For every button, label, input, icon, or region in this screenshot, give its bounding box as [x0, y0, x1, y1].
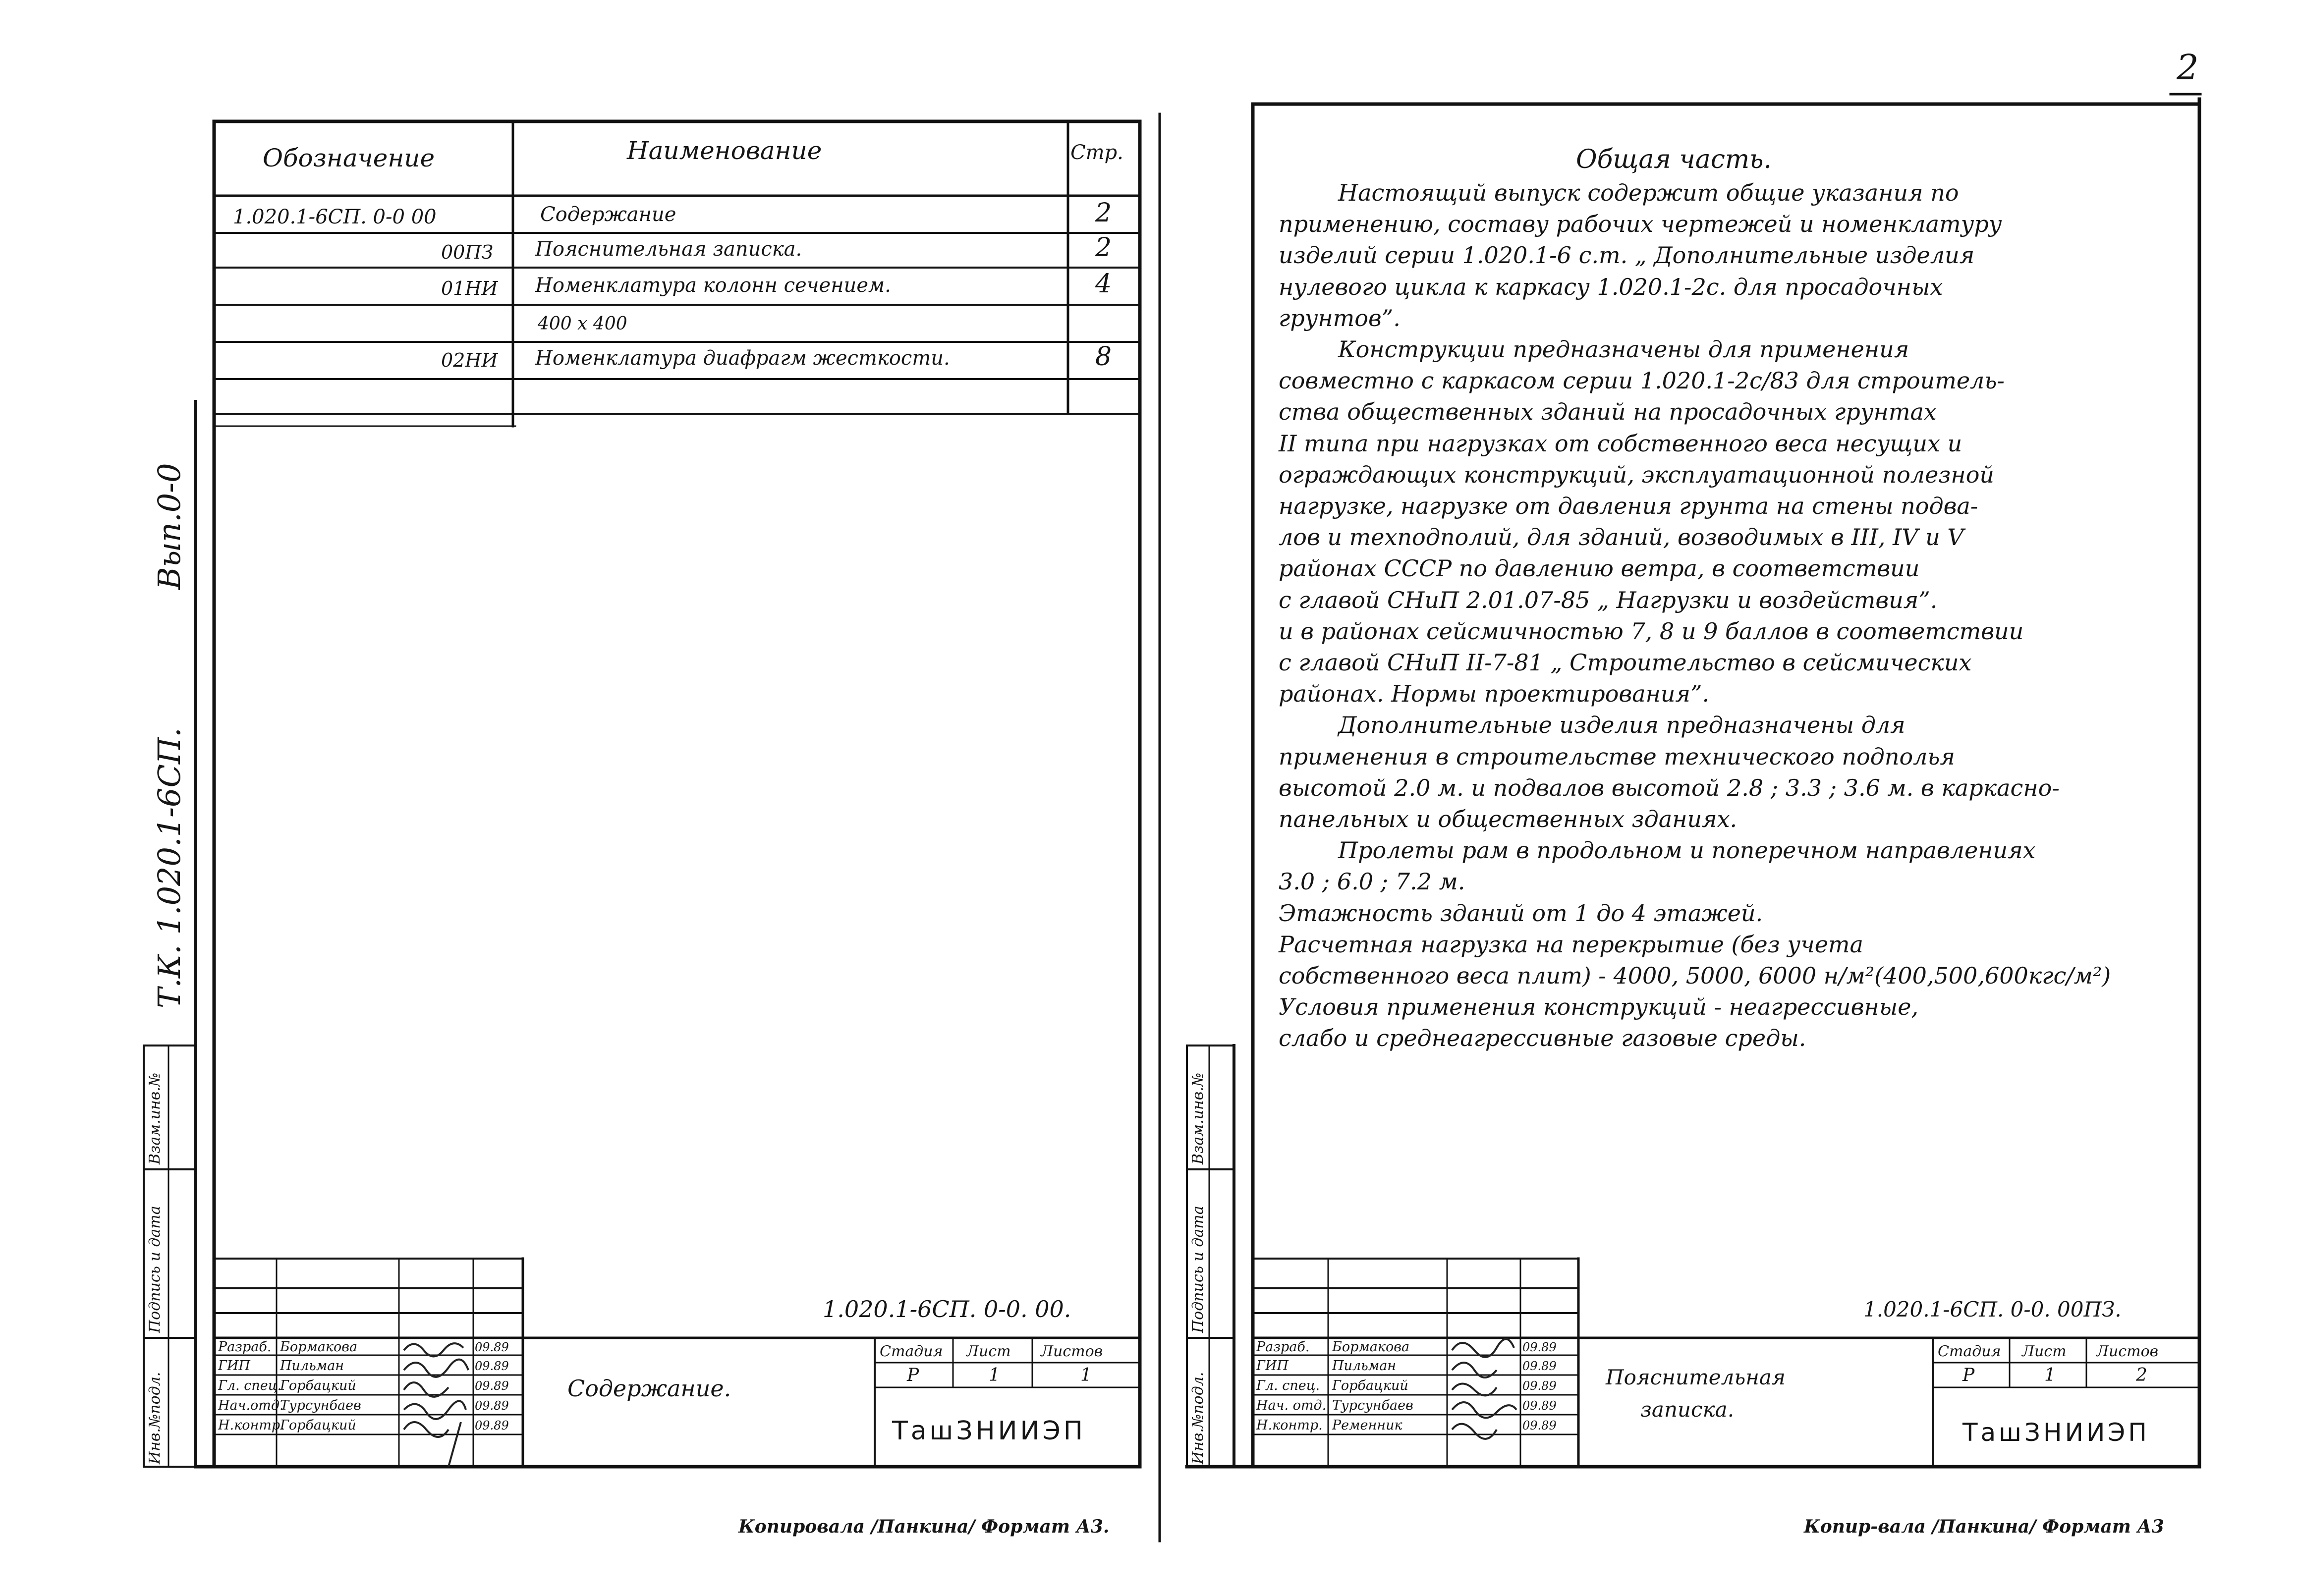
right-spine-cell-signature: Подпись и дата	[1189, 1206, 1207, 1333]
body-text-line: II типа при нагрузках от собственного веса несущих и	[1279, 430, 1962, 457]
left-institute-name: ТашЗНИИЭП	[892, 1416, 1086, 1446]
table-row-name: Номенклатура колонн сечением.	[535, 274, 891, 297]
body-text-line: 3.0 ; 6.0 ; 7.2 м.	[1279, 868, 1465, 895]
body-text-line: Условия применения конструкций - неагрессивные,	[1279, 993, 1919, 1021]
right-sheet-title-line2: записка.	[1640, 1397, 1735, 1422]
table-row-page: 2	[1095, 233, 1112, 263]
right-staff-name: Пильман	[1332, 1358, 1397, 1374]
table-row-designation: 1.020.1-6СП. 0-0 00	[233, 206, 437, 228]
section-heading: Общая часть.	[1576, 145, 1772, 174]
right-sheets-header: Листов	[2096, 1343, 2159, 1360]
left-staff-date: 09.89	[475, 1379, 509, 1393]
body-text-line: слабо и среднеагрессивные газовые среды.	[1279, 1025, 1806, 1052]
right-staff-role: Н.контр.	[1256, 1418, 1323, 1433]
body-text-line: совместно с каркасом серии 1.020.1-2с/83 для строитель-	[1279, 367, 2005, 394]
left-sheet-header: Лист	[966, 1343, 1011, 1360]
right-doc-code: 1.020.1-6СП. 0-0. 00ПЗ.	[1863, 1297, 2122, 1321]
left-staff-role: Н.контр.	[218, 1418, 284, 1433]
left-stage-value: Р	[907, 1365, 919, 1385]
right-staff-date: 09.89	[1522, 1359, 1557, 1373]
left-staff-role: Гл. спец.	[218, 1378, 282, 1393]
right-sheets-value: 2	[2136, 1365, 2147, 1385]
left-staff-date: 09.89	[475, 1419, 509, 1432]
table-row-page: 8	[1095, 342, 1112, 372]
left-staff-date: 09.89	[475, 1359, 509, 1373]
left-staff-name: Пильман	[280, 1358, 344, 1374]
table-row-name: Пояснительная записка.	[535, 238, 802, 261]
table-header-name: Наименование	[627, 136, 822, 165]
right-staff-name: Горбацкий	[1332, 1378, 1408, 1393]
body-text-line: Расчетная нагрузка на перекрытие (без учета	[1279, 931, 1863, 958]
table-row-name: 400 х 400	[538, 314, 627, 334]
body-text-line: применения в строительстве технического подполья	[1279, 743, 1955, 770]
left-staff-name: Горбацкий	[280, 1418, 356, 1433]
body-text-line: применению, составу рабочих чертежей и номенклатуру	[1279, 211, 2002, 238]
right-spine-cell-inv: Инв.№подл.	[1189, 1372, 1207, 1464]
left-staff-name: Бормакова	[280, 1339, 358, 1355]
right-staff-date: 09.89	[1522, 1419, 1557, 1432]
left-spine-series: Т.К. 1.020.1-6СП.	[151, 727, 187, 1008]
right-stage-value: Р	[1962, 1365, 1975, 1385]
body-text-line: нулевого цикла к каркасу 1.020.1-2с. для просадочных	[1279, 273, 1943, 300]
body-text-line: панельных и общественных зданиях.	[1279, 806, 1738, 832]
left-footer-note: Копировала /Панкина/ Формат А3.	[738, 1516, 1110, 1537]
right-sheet-value: 1	[2044, 1365, 2056, 1385]
right-spine-cell-replace: Взам.инв.№	[1189, 1072, 1207, 1164]
body-text-line: районах. Нормы проектирования”.	[1279, 680, 1710, 708]
right-footer-note: Копир-вала /Панкина/ Формат А3	[1804, 1516, 2164, 1537]
body-text-line: Настоящий выпуск содержит общие указания по	[1338, 179, 1959, 206]
left-sheets-header: Листов	[1041, 1343, 1103, 1360]
left-stage-header: Стадия	[880, 1343, 943, 1360]
left-staff-name: Горбацкий	[280, 1378, 356, 1393]
left-sheet-value: 1	[989, 1365, 1000, 1385]
page-number: 2	[2177, 47, 2199, 88]
body-text-line: районах СССР по давлению ветра, в соответствии	[1279, 555, 1920, 582]
body-text-line: и в районах сейсмичностью 7, 8 и 9 баллов в соответствии	[1279, 617, 2024, 645]
right-institute-name: ТашЗНИИЭП	[1962, 1418, 2150, 1447]
left-staff-date: 09.89	[475, 1399, 509, 1413]
left-spine-cell-inv: Инв.№подл.	[146, 1372, 164, 1464]
body-text-line: изделий серии 1.020.1-6 с.т. „ Дополнительные изделия	[1279, 242, 1975, 269]
right-staff-date: 09.89	[1522, 1399, 1557, 1413]
body-text-line: Конструкции предназначены для применения	[1338, 336, 1909, 363]
left-staff-role: Нач.отд.	[218, 1398, 284, 1413]
left-sheets-value: 1	[1080, 1365, 1092, 1385]
right-sheet-title-line1: Пояснительная	[1606, 1365, 1786, 1389]
body-text-line: с главой СНиП 2.01.07-85 „ Нагрузки и воздействия”.	[1279, 586, 1938, 613]
body-text-line: Этажность зданий от 1 до 4 этажей.	[1279, 899, 1763, 927]
body-text-line: ограждающих конструкций, эксплуатационной полезной	[1279, 461, 1995, 488]
left-spine-issue: Вып.0-0	[151, 463, 187, 590]
left-staff-role: Разраб.	[218, 1339, 272, 1355]
right-staff-name: Турсунбаев	[1332, 1398, 1413, 1413]
table-header-designation: Обозначение	[263, 144, 435, 172]
left-sheet-title: Содержание.	[567, 1375, 731, 1402]
left-spine-cell-signature: Подпись и дата	[146, 1206, 164, 1333]
left-staff-date: 09.89	[475, 1340, 509, 1354]
table-row-designation: 00ПЗ	[441, 241, 494, 263]
body-text-line: собственного веса плит) - 4000, 5000, 6000 н/м²(400,500,600кгс/м²)	[1279, 962, 2111, 989]
table-row-page: 4	[1095, 269, 1112, 299]
table-row-designation: 02НИ	[441, 349, 498, 371]
body-text-line: Пролеты рам в продольном и поперечном направлениях	[1338, 837, 2036, 864]
left-staff-name: Турсунбаев	[280, 1398, 361, 1413]
left-staff-role: ГИП	[218, 1358, 250, 1374]
left-doc-code: 1.020.1-6СП. 0-0. 00.	[823, 1296, 1071, 1322]
table-row-page: 2	[1095, 198, 1112, 228]
body-text-line: лов и техподполий, для зданий, возводимых в III, IV и V	[1279, 524, 1964, 551]
body-text-line: высотой 2.0 м. и подвалов высотой 2.8 ; 3.3 ; 3.6 м. в каркасно-	[1279, 774, 2060, 801]
right-staff-name: Бормакова	[1332, 1339, 1410, 1355]
right-staff-date: 09.89	[1522, 1379, 1557, 1393]
body-text-line: ства общественных зданий на просадочных грунтах	[1279, 398, 1937, 426]
left-spine-cell-replace: Взам.инв.№	[146, 1072, 164, 1164]
table-header-page: Стр.	[1070, 141, 1123, 164]
body-text-line: Дополнительные изделия предназначены для	[1338, 712, 1906, 739]
table-row-designation: 01НИ	[441, 277, 498, 299]
right-sheet-header: Лист	[2022, 1343, 2067, 1360]
right-stage-header: Стадия	[1938, 1343, 2001, 1360]
right-staff-date: 09.89	[1522, 1340, 1557, 1354]
table-row-name: Содержание	[540, 203, 676, 226]
right-staff-role: Нач. отд.	[1256, 1398, 1327, 1413]
body-text-line: с главой СНиП II-7-81 „ Строительство в сейсмических	[1279, 649, 1972, 676]
right-staff-role: Разраб.	[1256, 1339, 1310, 1355]
right-staff-name: Ременник	[1332, 1418, 1402, 1433]
table-row-name: Номенклатура диафрагм жесткости.	[535, 347, 950, 370]
right-staff-role: ГИП	[1256, 1358, 1289, 1374]
body-text-line: нагрузке, нагрузке от давления грунта на стены подва-	[1279, 493, 1978, 519]
right-staff-role: Гл. спец.	[1256, 1378, 1320, 1393]
body-text-line: грунтов”.	[1279, 304, 1401, 331]
